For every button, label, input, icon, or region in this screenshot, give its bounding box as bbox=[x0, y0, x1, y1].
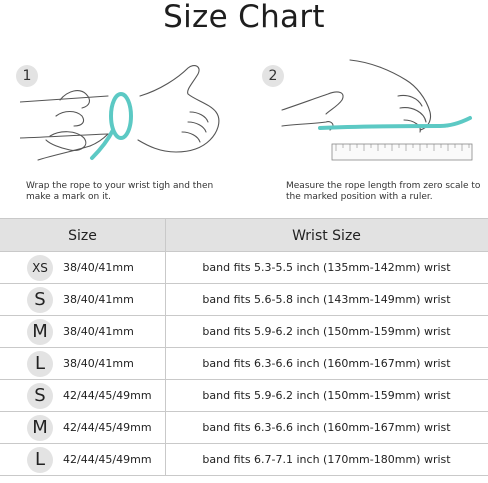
size-badge: XS bbox=[27, 255, 53, 281]
page-title: Size Chart bbox=[163, 0, 325, 35]
size-table bbox=[0, 218, 488, 483]
rope-ruler-illustration bbox=[280, 56, 480, 168]
wrist-fit: band fits 5.3-5.5 inch (135mm-142mm) wrist bbox=[202, 261, 451, 274]
step-1-number: 1 bbox=[16, 65, 38, 87]
case-size: 42/44/45/49mm bbox=[63, 421, 152, 434]
case-size: 38/40/41mm bbox=[63, 293, 134, 306]
wrist-fit: band fits 6.3-6.6 inch (160mm-167mm) wrist bbox=[202, 421, 451, 434]
wrist-fit: band fits 5.6-5.8 inch (143mm-149mm) wrist bbox=[202, 293, 451, 306]
wrist-fit: band fits 6.3-6.6 inch (160mm-167mm) wrist bbox=[202, 357, 451, 370]
table-row bbox=[0, 380, 488, 412]
table-row bbox=[0, 412, 488, 444]
table-row bbox=[0, 252, 488, 284]
step-2-number: 2 bbox=[262, 65, 284, 87]
wrist-fit: band fits 5.9-6.2 inch (150mm-159mm) wrist bbox=[202, 389, 451, 402]
size-badge: S bbox=[27, 287, 53, 313]
header-size: Size bbox=[68, 228, 97, 244]
size-badge: S bbox=[27, 383, 53, 409]
wrist-fit: band fits 6.7-7.1 inch (170mm-180mm) wrist bbox=[202, 453, 451, 466]
wrist-wrap-illustration bbox=[20, 60, 230, 170]
size-badge: L bbox=[27, 351, 53, 377]
table-row bbox=[0, 284, 488, 316]
size-badge: M bbox=[27, 319, 53, 345]
step-2-caption: Measure the rope length from zero scale to the marked position with a ruler. bbox=[286, 181, 481, 202]
size-badge: M bbox=[27, 415, 53, 441]
header-wrist-size: Wrist Size bbox=[292, 228, 361, 244]
size-badge: L bbox=[27, 447, 53, 473]
table-row bbox=[0, 316, 488, 348]
case-size: 38/40/41mm bbox=[63, 325, 134, 338]
case-size: 42/44/45/49mm bbox=[63, 453, 152, 466]
table-row bbox=[0, 348, 488, 380]
step-1-caption: Wrap the rope to your wrist tigh and then make a mark on it. bbox=[26, 181, 214, 202]
ruler bbox=[332, 144, 472, 160]
case-size: 38/40/41mm bbox=[63, 261, 134, 274]
table-header bbox=[0, 218, 488, 252]
case-size: 38/40/41mm bbox=[63, 357, 134, 370]
case-size: 42/44/45/49mm bbox=[63, 389, 152, 402]
table-row bbox=[0, 444, 488, 476]
wrist-fit: band fits 5.9-6.2 inch (150mm-159mm) wrist bbox=[202, 325, 451, 338]
